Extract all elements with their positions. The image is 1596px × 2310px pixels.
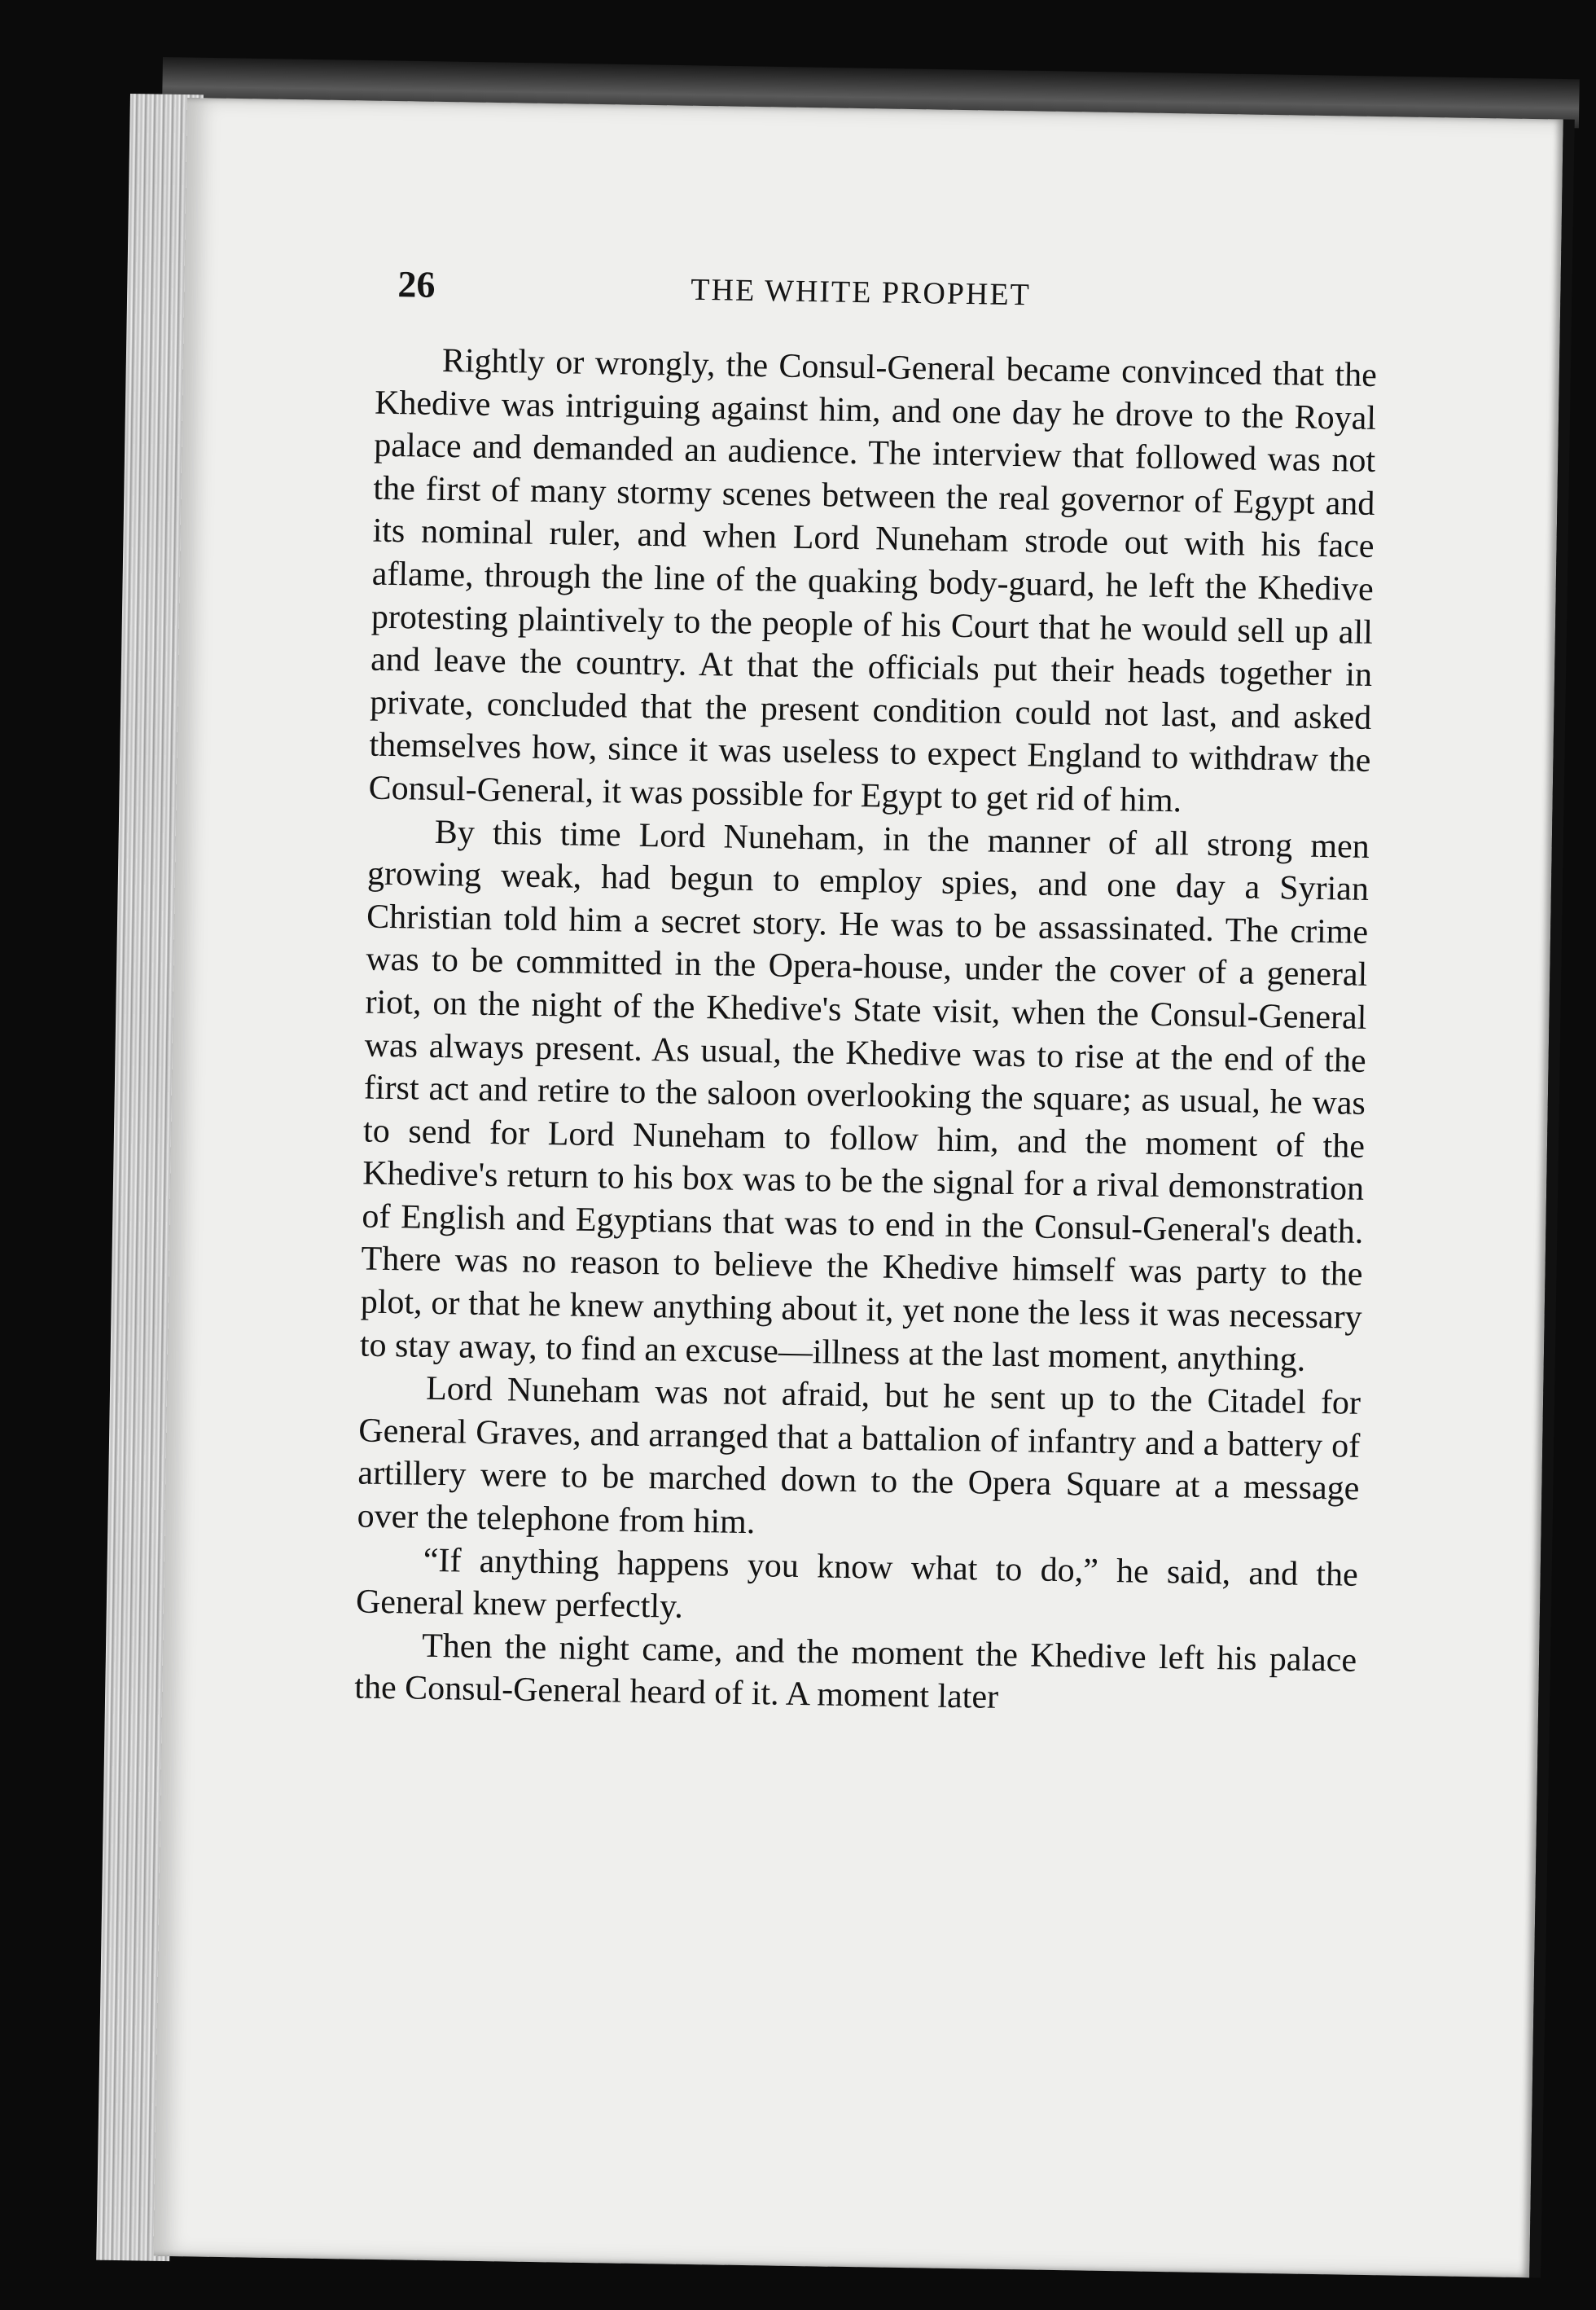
body-text — [354, 339, 1377, 1725]
paragraph-5: Then the night came, and the moment the Khedive left his palace the Consul-General heard of it. A moment later — [354, 1627, 1357, 1717]
paragraph-1: Rightly or wrongly, the Consul-General became convinced that the Khedive was intriguing against him, and one day he drove to the Royal palace and demanded an audience. The interview that followed was not the first of many stormy scenes between the real governor of Egypt and its nominal ruler, and when Lord Nuneham strode out with his face aflame, through the line of the quaking body-guard, he left the Khedive protesting plaintively to the people of his Court that he would sell up all and leave the country. At that the officials put their heads together in private, concluded that the present condition could not last, and asked themselves how, since it was useless to expect England to withdraw the Consul-General, it was possible for Egypt to get rid of him. — [368, 341, 1378, 820]
paragraph-3: Lord Nuneham was not afraid, but he sent up to the Citadel for General Graves, and arranged that a battalion of infantry and a battery of artillery were to be marched down to the Opera Square at a message over the telephone from him. — [357, 1370, 1361, 1542]
page-header — [397, 262, 1554, 329]
running-title: THE WHITE PROPHET — [691, 272, 1032, 313]
page-number: 26 — [397, 263, 436, 305]
book-page — [153, 98, 1563, 2277]
paragraph-2: By this time Lord Nuneham, in the manner of all strong men growing weak, had begun to employ spies, and one day a Syrian Christian told him a secret story. He was to be assassinated. The crime was to be committed in the Opera-house, under the cover of a general riot, on the night of the Khedive's State visit, when the Consul-General was always present. As usual, the Khedive was to rise at the end of the first act and retire to the saloon overlooking the square; as usual, he was to send for Lord Nuneham to follow him, and the moment of the Khedive's return to his box was to be the signal for a rival demonstration of English and Egyptians that was to end in the Consul-General's death. There was no reason to believe the Khedive himself was party to the plot, or that he knew anything about it, yet none the less it was necessary to stay away, to find an excuse—illness at the last moment, anything. — [359, 813, 1370, 1379]
paragraph-4: “If anything happens you know what to do,” he said, and the General knew perfectly. — [355, 1541, 1359, 1627]
